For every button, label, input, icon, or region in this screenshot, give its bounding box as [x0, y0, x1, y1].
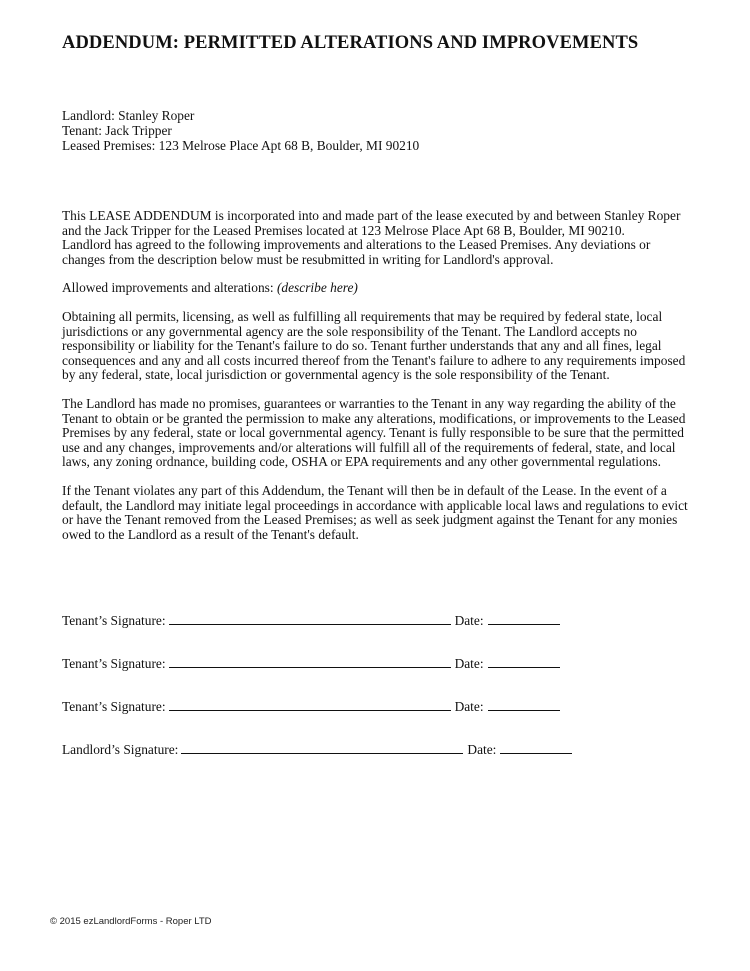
tenant-signature-row-2 [62, 655, 560, 672]
date-line [488, 612, 560, 625]
promises-paragraph: The Landlord has made no promises, guarantees or warranties to the Tenant in any way regarding the ability of the Tenant to obtain or be granted the permission to make any alterations, modifications, or improvements to the Leased Premises by any federal, state or local governmental agency. Tenant is fully responsible to be sure that the permitted use and any changes, improvements and/or alterations will fulfill all of the requirements of federal, state, and local laws, any zoning ordnance, building code, OSHA or EPA requirements and any other governmental regulations. [62, 395, 686, 470]
parties-block [62, 108, 419, 153]
intro-paragraph: This LEASE ADDENDUM is incorporated into and made part of the lease executed by and between Stanley Roper and the Jack Tripper for the Leased Premises located at 123 Melrose Place Apt 68 B, Boulder, MI 90210. [62, 208, 681, 238]
signature-line [169, 612, 451, 625]
describe-placeholder: (describe here) [276, 280, 358, 296]
date-label: Date: [454, 613, 484, 628]
permits-paragraph: Obtaining all permits, licensing, as well as fulfilling all requirements that may be required by federal state, local jurisdictions or any governmental agency are the sole responsibility of the Tenant. The Landlord accepts no responsibility or liability for the Tenant's failure to do so. Tenant further understands that any and all fines, legal consequences and any and all costs incurred thereof from the Tenant's failure to adhere to any requirements imposed by any federal, state, local jurisdiction or governmental agency is the sole responsibility of the Tenant. [62, 308, 686, 383]
date-label: Date: [454, 656, 484, 671]
allowed-alterations [62, 281, 692, 296]
default-paragraph: If the Tenant violates any part of this Addendum, the Tenant will then be in default of the Lease. In the event of a default, the Landlord may initiate legal proceedings in accordance with applicable local laws and regulations to evict or have the Tenant removed from the Leased Premises; as well as seek judgment against the Tenant for any monies owed to the Landlord as a result of the Tenant's default. [62, 482, 688, 542]
landlord-name: Landlord: Stanley Roper [62, 108, 195, 123]
addendum-body [62, 209, 692, 542]
tenant-signature-row-3 [62, 698, 560, 715]
document-title: ADDENDUM: PERMITTED ALTERATIONS AND IMPROVEMENTS [62, 33, 639, 53]
signature-label: Landlord’s Signature: [62, 742, 179, 757]
copyright-footer: © 2015 ezLandlordForms - Roper LTD [50, 916, 212, 927]
date-line [488, 655, 560, 668]
date-label: Date: [467, 742, 497, 757]
signature-label: Tenant’s Signature: [62, 699, 166, 714]
signature-line [169, 655, 451, 668]
date-line [500, 741, 572, 754]
signature-label: Tenant’s Signature: [62, 613, 166, 628]
signature-label: Tenant’s Signature: [62, 656, 166, 671]
tenant-signature-row-1 [62, 612, 560, 629]
landlord-signature-row [62, 741, 572, 758]
agreement-paragraph: Landlord has agreed to the following improvements and alterations to the Leased Premises. Any deviations or changes from the description below must be resubmitted in writing for Landlord's approval. [62, 237, 651, 267]
leased-premises: Leased Premises: 123 Melrose Place Apt 68 B, Boulder, MI 90210 [62, 138, 420, 153]
signature-line [181, 741, 463, 754]
tenant-name: Tenant: Jack Tripper [62, 123, 172, 138]
allowed-alterations-label: Allowed improvements and alterations: [62, 280, 277, 296]
date-label: Date: [454, 699, 484, 714]
date-line [488, 698, 560, 711]
signature-line [169, 698, 451, 711]
